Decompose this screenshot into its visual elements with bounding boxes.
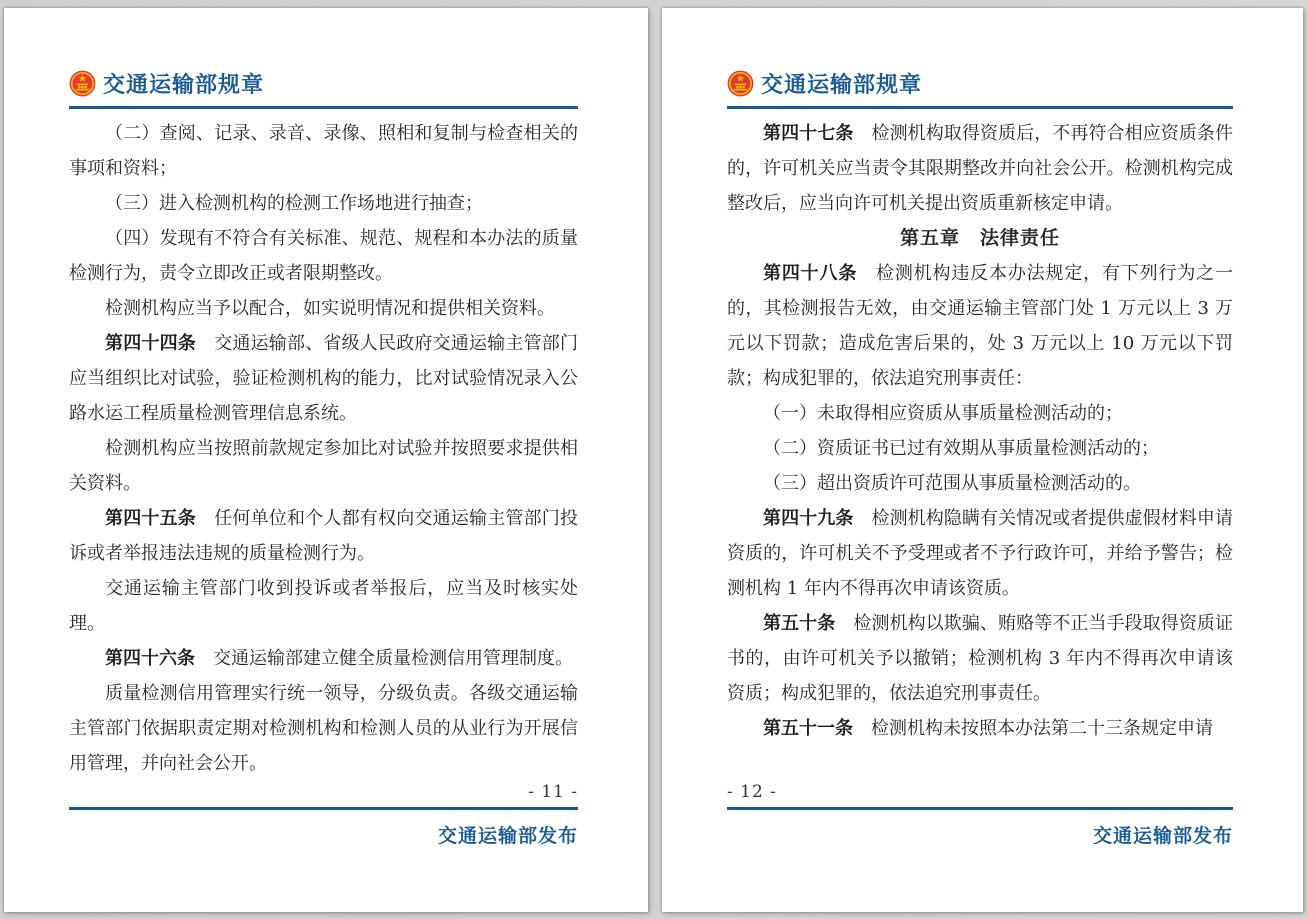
paragraph: （三）进入检测机构的检测工作场地进行抽查； (105, 193, 483, 214)
page-number: - 11 - (528, 782, 578, 802)
page-content (662, 8, 1303, 912)
page-footer (727, 780, 1233, 848)
article-number: 第四十九条 (763, 508, 854, 529)
paragraph: 第四十七条 检测机构取得资质后，不再符合相应资质条件的，许可机关应当责令其限期整改并向社会公开。检测机构完成整改后，应当向许可机关提出资质重新核定申请。 (727, 123, 1234, 214)
page-footer (69, 780, 578, 848)
page-content (4, 8, 648, 912)
paragraph: （一）未取得相应资质从事质量检测活动的； (763, 403, 1123, 424)
paragraph: 第五十一条 检测机构未按照本办法第二十三条规定申请 (763, 718, 1213, 739)
page-body-text (727, 116, 1233, 746)
chapter-heading: 第五章 法律责任 (899, 227, 1060, 249)
article-number: 第五十条 (763, 613, 836, 634)
paragraph: 交通运输主管部门收到投诉或者举报后，应当及时核实处理。 (69, 578, 578, 634)
page-body-text (69, 116, 578, 781)
article-number: 第四十五条 (105, 508, 196, 529)
footer-rule (727, 807, 1233, 810)
national-emblem-icon (727, 70, 754, 97)
header-title: 交通运输部规章 (761, 72, 923, 97)
national-emblem-icon (69, 70, 96, 97)
article-number: 第四十六条 (105, 648, 195, 669)
paragraph: 第四十五条 任何单位和个人都有权向交通运输主管部门投诉或者举报违法违规的质量检测行为。 (69, 508, 578, 564)
paragraph: 第四十六条 交通运输部建立健全质量检测信用管理制度。 (105, 648, 573, 669)
paragraph: 第四十四条 交通运输部、省级人民政府交通运输主管部门应当组织比对试验，验证检测机构的能力，比对试验情况录入公路水运工程质量检测管理信息系统。 (69, 333, 578, 424)
publisher-label: 交通运输部发布 (437, 826, 578, 847)
paragraph: 检测机构应当予以配合，如实说明情况和提供相关资料。 (105, 298, 555, 319)
document-page-12 (662, 8, 1303, 912)
page-number: - 12 - (727, 782, 777, 802)
paragraph: 检测机构应当按照前款规定参加比对试验并按照要求提供相关资料。 (69, 438, 578, 494)
document-page-11 (4, 8, 648, 912)
page-header (69, 68, 578, 109)
paragraph: （二）资质证书已过有效期从事质量检测活动的； (763, 438, 1159, 459)
article-number: 第四十四条 (105, 333, 196, 354)
header-title: 交通运输部规章 (103, 72, 265, 97)
article-number: 第四十七条 (763, 123, 854, 144)
paragraph: 第五十条 检测机构以欺骗、贿赂等不正当手段取得资质证书的，由许可机关予以撤销；检测机构 3 年内不得再次申请该资质；构成犯罪的，依法追究刑事责任。 (727, 613, 1234, 704)
paragraph: 第四十八条 检测机构违反本办法规定，有下列行为之一的，其检测报告无效，由交通运输主管部门处 1 万元以上 3 万元以下罚款；造成危害后果的，处 3 万元以上 10 万元以下罚款；构成犯罪的，依法追究刑事责任： (727, 263, 1234, 389)
paragraph: 质量检测信用管理实行统一领导，分级负责。各级交通运输主管部门依据职责定期对检测机构和检测人员的从业行为开展信用管理，并向社会公开。 (69, 683, 578, 774)
article-number: 第五十一条 (763, 718, 853, 739)
publisher-label: 交通运输部发布 (1092, 826, 1233, 847)
article-number: 第四十八条 (763, 263, 858, 284)
paragraph: 第四十九条 检测机构隐瞒有关情况或者提供虚假材料申请资质的，许可机关不予受理或者不予行政许可，并给予警告；检测机构 1 年内不得再次申请该资质。 (727, 508, 1234, 599)
page-header (727, 68, 1233, 109)
footer-rule (69, 807, 578, 810)
paragraph: （三）超出资质许可范围从事质量检测活动的。 (763, 473, 1141, 494)
paragraph: （四）发现有不符合有关标准、规范、规程和本办法的质量检测行为，责令立即改正或者限期整改。 (69, 228, 578, 284)
paragraph: （二）查阅、记录、录音、录像、照相和复制与检查相关的事项和资料； (69, 123, 578, 179)
